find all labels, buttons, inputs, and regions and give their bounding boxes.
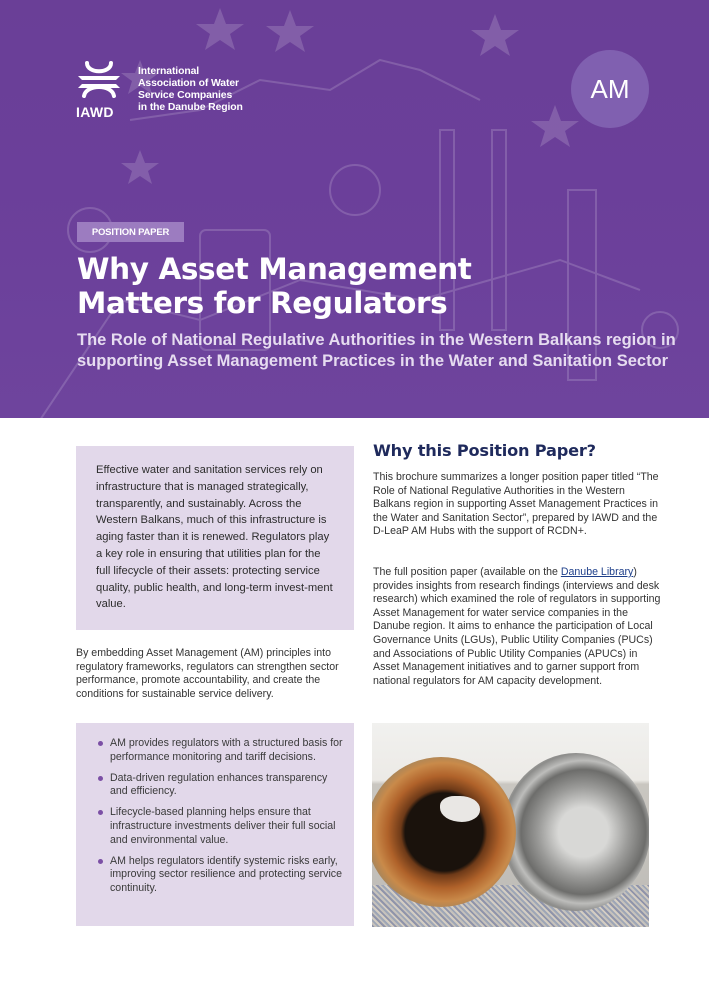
organization-name-line: International xyxy=(138,66,200,77)
list-item-text: AM helps regulators identify systemic risks early, improving sector resilience and protecting service continuity. xyxy=(110,854,342,894)
iawd-logo-mark-icon xyxy=(76,60,122,118)
corroded-pipe-image xyxy=(372,757,516,907)
list-item-text: AM provides regulators with a structured basis for performance monitoring and tariff decisions. xyxy=(110,737,343,763)
page-subtitle: The Role of National Regulative Authorities in the Western Balkans region in supporting Asset Management Practices in the Water and Sanitation Sector xyxy=(77,331,676,370)
corroded-pipe-hole xyxy=(440,796,480,822)
pipes-photo xyxy=(372,723,649,927)
am-principles-paragraph: By embedding Asset Management (AM) principles into regulatory frameworks, regulators can strengthen sector performance, promote accountability, and create the conditions for sustainable service delivery. xyxy=(76,647,339,700)
bullet-icon xyxy=(98,741,103,746)
list-item xyxy=(98,772,344,799)
list-item xyxy=(98,855,344,896)
page-title xyxy=(77,252,637,320)
list-item-text: Lifecycle-based planning helps ensure that infrastructure investments deliver their full social and environmental value. xyxy=(110,806,336,846)
page-title-line: Why Asset Management xyxy=(77,252,472,286)
organization-name-line: Association of Water xyxy=(138,78,239,89)
organization-name xyxy=(138,66,243,114)
iawd-abbreviation: IAWD xyxy=(76,104,114,120)
organization-name-line: in the Danube Region xyxy=(138,102,243,113)
list-item xyxy=(98,806,344,847)
intro-callout xyxy=(76,446,354,630)
document-type-badge: POSITION PAPER xyxy=(77,222,184,242)
page-title-line: Matters for Regulators xyxy=(77,286,448,320)
clean-pipe-image xyxy=(502,753,649,911)
topic-badge-am: AM xyxy=(571,50,649,128)
section-heading: Why this Position Paper? xyxy=(373,441,596,460)
bullet-icon xyxy=(98,810,103,815)
list-item xyxy=(98,737,344,764)
iawd-logo xyxy=(76,60,243,118)
full-paper-paragraph xyxy=(373,566,663,688)
paragraph-text: The full position paper (available on the xyxy=(373,566,561,578)
bullet-icon xyxy=(98,859,103,864)
intro-text: Effective water and sanitation services rely on infrastructure that is managed strategically, transparently, and sustainably. Across the Western Balkans, much of this infrastructure is aging faster than it is renewed. Regulators play a key role in ensuring that utilities plan for the full lifecycle of their assets: protecting service quality, public health, and long-term invest-ment value. xyxy=(96,464,333,611)
brochure-summary-paragraph: This brochure summarizes a longer position paper titled “The Role of National Regulative Authorities in the Western Balkans region in supporting Asset Management Practices in the Water and Sanitation Sector”, prepared by IAWD and the D-LeaP AM Hubs with the support of RCDN+. xyxy=(373,471,659,538)
organization-name-line: Service Companies xyxy=(138,90,233,101)
list-item-text: Data-driven regulation enhances transparency and efficiency. xyxy=(110,771,328,798)
key-points-callout xyxy=(76,723,354,926)
danube-library-link[interactable]: Danube Library xyxy=(560,566,634,578)
key-points-list xyxy=(98,737,344,895)
hero-banner xyxy=(0,0,709,418)
bullet-icon xyxy=(98,776,103,781)
paragraph-text: ) provides insights from research findings (interviews and desk research) which examined the role of regulators in supporting Asset Management for water service companies in the Danube region. It aims to enhance the participation of Local Governance Units (LGUs), Public Utility Companies (PUCs) and Associations of Public Utility Companies (APUCs) in Asset Management initiatives and to garner support from national regulators for AM capacity development. xyxy=(373,566,661,687)
